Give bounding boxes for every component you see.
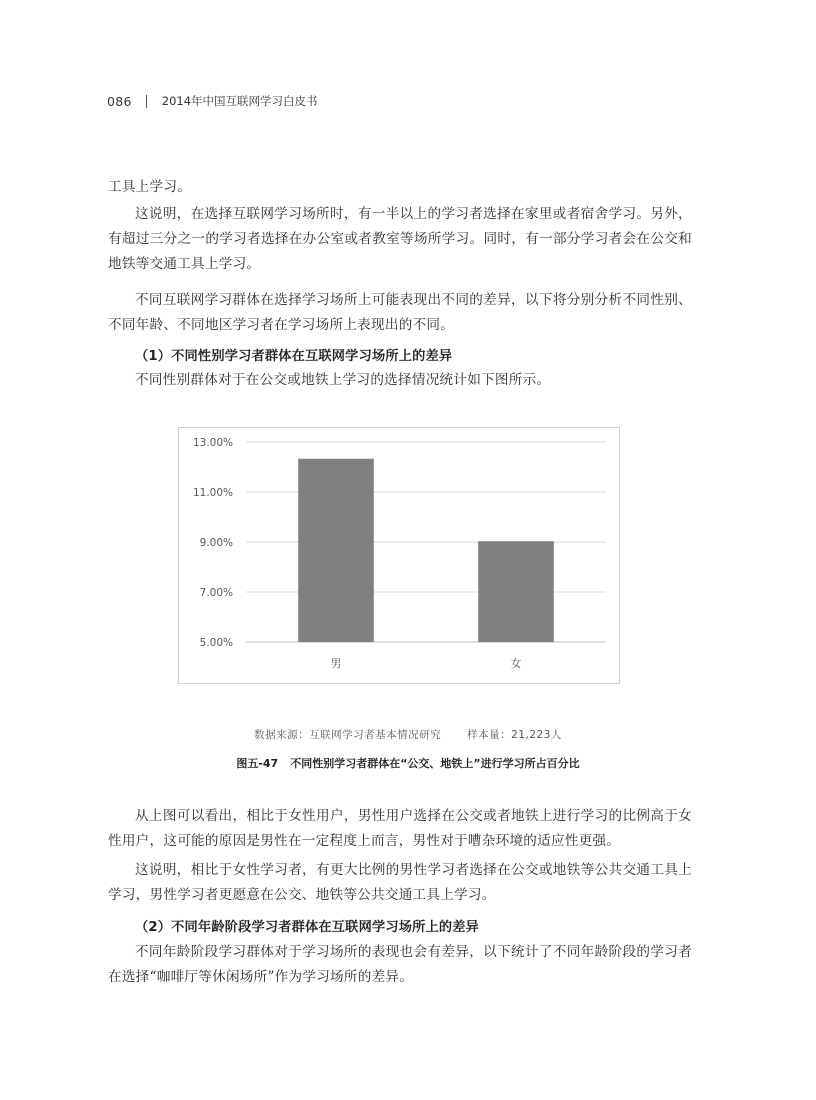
bar-female: [478, 541, 554, 642]
paragraph-intro: 不同互联网学习群体在选择学习场所上可能表现出不同的差异，以下将分别分析不同性别、不同年龄、不同地区学习者在学习场所上表现出的不同。: [108, 292, 692, 333]
y-tick-label: 7.00%: [199, 587, 233, 599]
paragraph-chart-intro: 不同性别群体对于在公交或地铁上学习的选择情况统计如下图所示。: [135, 372, 551, 388]
paragraph-age-intro: 不同年龄阶段学习群体对于学习场所的表现也会有差异，以下统计了不同年龄阶段的学习者在选择“咖啡厅等休闲场所”作为学习场所的差异。: [108, 944, 692, 985]
figure-source: [0, 727, 816, 742]
x-tick-label: 男: [330, 657, 342, 670]
figure-caption: [0, 755, 816, 771]
caption-number: 图五-47: [236, 757, 279, 770]
y-tick-label: 5.00%: [199, 637, 233, 649]
paragraph-summary: 这说明，在选择互联网学习场所时，有一半以上的学习者选择在家里或者宿舍学习。另外，有超过三分之一的学习者选择在办公室或者教室等场所学习。同时，有一部分学习者会在公交和地铁等交通工具上学习。: [108, 206, 692, 272]
y-tick-label: 9.00%: [199, 537, 233, 549]
paragraph-continuation: 工具上学习。: [108, 179, 192, 195]
caption-text: 不同性别学习者群体在“公交、地铁上”进行学习所占百分比: [290, 757, 580, 770]
paragraph-analysis: 从上图可以看出，相比于女性用户，男性用户选择在公交或者地铁上进行学习的比例高于女性用户，这可能的原因是男性在一定程度上而言，男性对于嘈杂环境的适应性更强。: [108, 808, 692, 849]
section-heading-gender: （1）不同性别学习者群体在互联网学习场所上的差异: [135, 349, 453, 364]
y-tick-label: 13.00%: [192, 437, 233, 449]
sample-size-label: 样本量：21,223人: [467, 729, 562, 741]
page-number: 086: [107, 93, 132, 109]
chart-frame: [178, 427, 620, 684]
book-title: 2014年中国互联网学习白皮书: [161, 94, 318, 108]
source-label: 数据来源：互联网学习者基本情况研究: [254, 729, 442, 741]
header-divider: [146, 95, 147, 108]
bar-chart: [179, 428, 619, 683]
page-header: [107, 93, 318, 109]
bar-male: [298, 459, 374, 642]
section-heading-age: （2）不同年龄阶段学习者群体在互联网学习场所上的差异: [135, 920, 480, 935]
paragraph-conclusion: 这说明，相比于女性学习者，有更大比例的男性学习者选择在公交或地铁等公共交通工具上学习，男性学习者更愿意在公交、地铁等公共交通工具上学习。: [108, 862, 692, 903]
x-tick-label: 女: [510, 657, 522, 670]
y-tick-label: 11.00%: [192, 487, 233, 499]
